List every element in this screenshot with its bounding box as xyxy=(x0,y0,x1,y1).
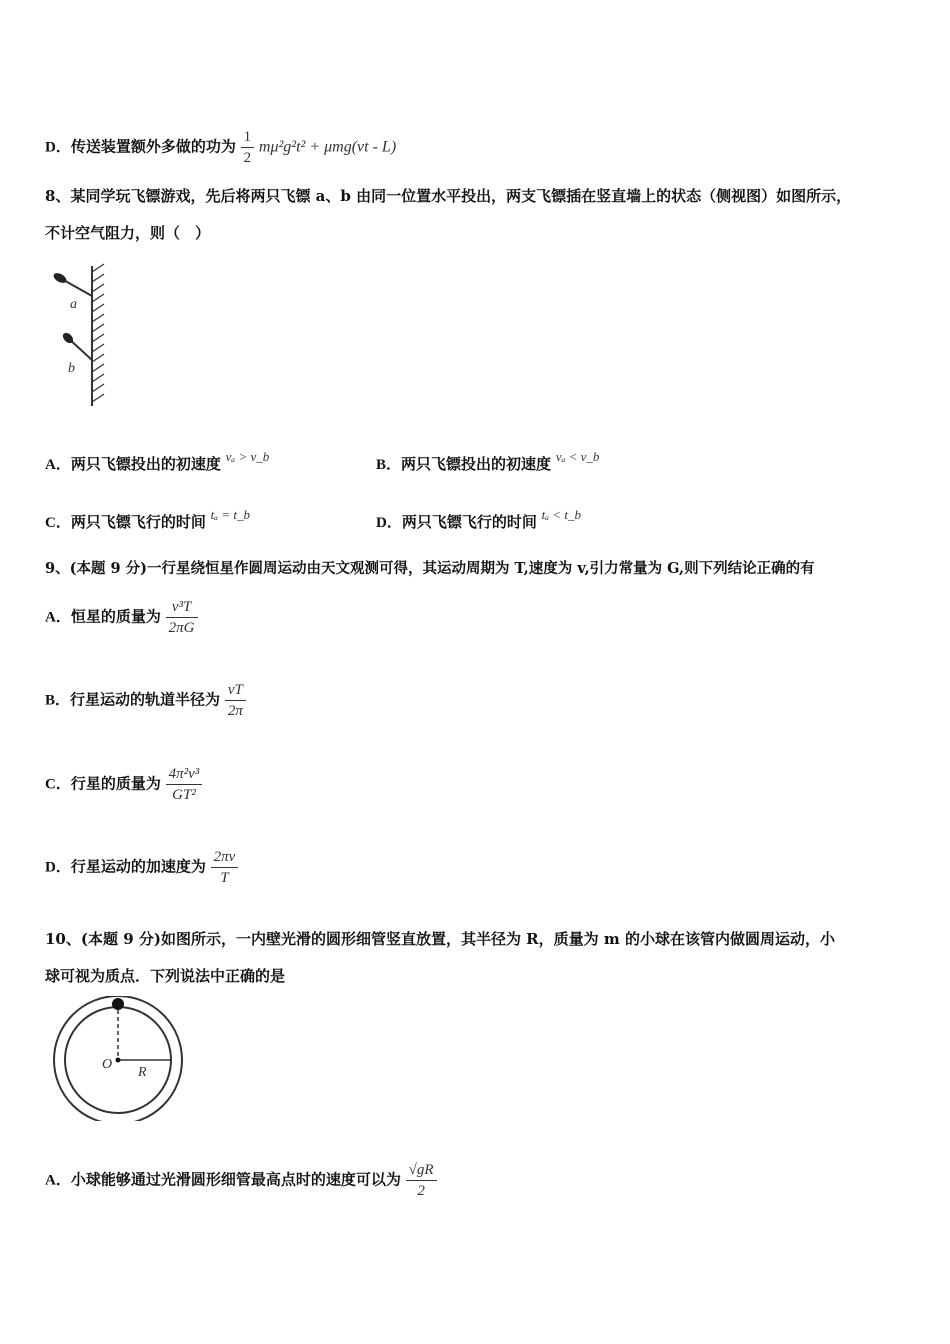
question-text: 不计空气阻力，则（ ） xyxy=(45,224,211,242)
formula-fraction: $\frac{vT}{2\pi}$ xyxy=(225,680,246,721)
q8-option-a: A．两只飞镖投出的初速度 vₐ > v_b xyxy=(45,449,270,473)
formula: vₐ > v_b xyxy=(225,449,270,464)
dart-b-label: b xyxy=(68,361,75,376)
formula-fraction: $\frac{2\pi v}{T}$ xyxy=(211,847,239,888)
option-text: 传送装置额外多做的功为 xyxy=(70,137,236,156)
formula-fraction: $\frac{\text{v³T}}{2\pi G}$ xyxy=(166,597,198,638)
formula: vₐ < v_b xyxy=(555,449,600,464)
formula-expression: mμ²g²t² + μmg(vt - L) xyxy=(258,138,397,156)
option-label: D． xyxy=(45,139,71,156)
q9-option-c: C．行星的质量为 $\frac{\text{4π²v³}}{\text{GT²}}$ xyxy=(45,764,202,805)
q10-question-line2 xyxy=(45,966,285,986)
q9-option-d: D．行星运动的加速度为 $\frac{2\pi v}{T}$ xyxy=(45,847,238,888)
question-number: 9、 xyxy=(45,560,70,577)
q9-question xyxy=(45,559,815,579)
wall-hatching xyxy=(92,264,104,402)
center-label: O xyxy=(102,1057,113,1072)
dart-a-label: a xyxy=(70,297,77,312)
q9-option-a: A．恒星的质量为 $\frac{\text{v³T}}{2\pi G}$ xyxy=(45,597,198,638)
q8-option-d: D．两只飞镖飞行的时间 tₐ < t_b xyxy=(376,507,581,531)
q8-option-b: B．两只飞镖投出的初速度 vₐ < v_b xyxy=(376,449,600,473)
q8-option-c: C．两只飞镖飞行的时间 tₐ = t_b xyxy=(45,507,250,531)
q8-darts-figure xyxy=(40,262,120,412)
question-text: (本题 9 分)一行星绕恒星作圆周运动由天文观测可得，其运动周期为 T,速度为 v,引力常量为 G,则下列结论正确的有 xyxy=(69,560,815,577)
formula: tₐ < t_b xyxy=(541,507,581,522)
formula-fraction: $\frac{√gR}{2}$ xyxy=(406,1160,437,1201)
q10-option-a: A．小球能够通过光滑圆形细管最高点时的速度可以为 $\frac{√gR}{2}$ xyxy=(45,1160,437,1201)
question-text: 某同学玩飞镖游戏，先后将两只飞镖 a、b 由同一位置水平投出，两支飞镖插在竖直墙上的状态（侧视图）如图所示， xyxy=(70,187,852,205)
ball xyxy=(112,998,124,1010)
question-number: 8、 xyxy=(45,187,71,205)
question-number: 10、 xyxy=(45,930,81,948)
formula-fraction: $\frac{1}{2}$ xyxy=(241,127,255,168)
dart-b xyxy=(61,331,92,360)
q10-question-line1 xyxy=(45,929,835,949)
q7-option-d xyxy=(45,127,396,168)
radius-label: R xyxy=(138,1065,147,1080)
center-point xyxy=(116,1058,121,1063)
question-text: (本题 9 分)如图所示，一内壁光滑的圆形细管竖直放置，其半径为 R，质量为 m 的小球在该管内做圆周运动，小 xyxy=(80,930,835,948)
formula: tₐ = t_b xyxy=(210,507,250,522)
formula-fraction: $\frac{\text{4π²v³}}{\text{GT²}}$ xyxy=(166,764,203,805)
q10-tube-figure xyxy=(48,996,188,1121)
q8-question-line1 xyxy=(45,186,851,206)
dart-a xyxy=(52,271,92,296)
question-text: 球可视为质点．下列说法中正确的是 xyxy=(45,967,286,985)
q8-question-line2 xyxy=(45,223,210,243)
q9-option-b: B．行星运动的轨道半径为 $\frac{vT}{2\pi}$ xyxy=(45,680,246,721)
